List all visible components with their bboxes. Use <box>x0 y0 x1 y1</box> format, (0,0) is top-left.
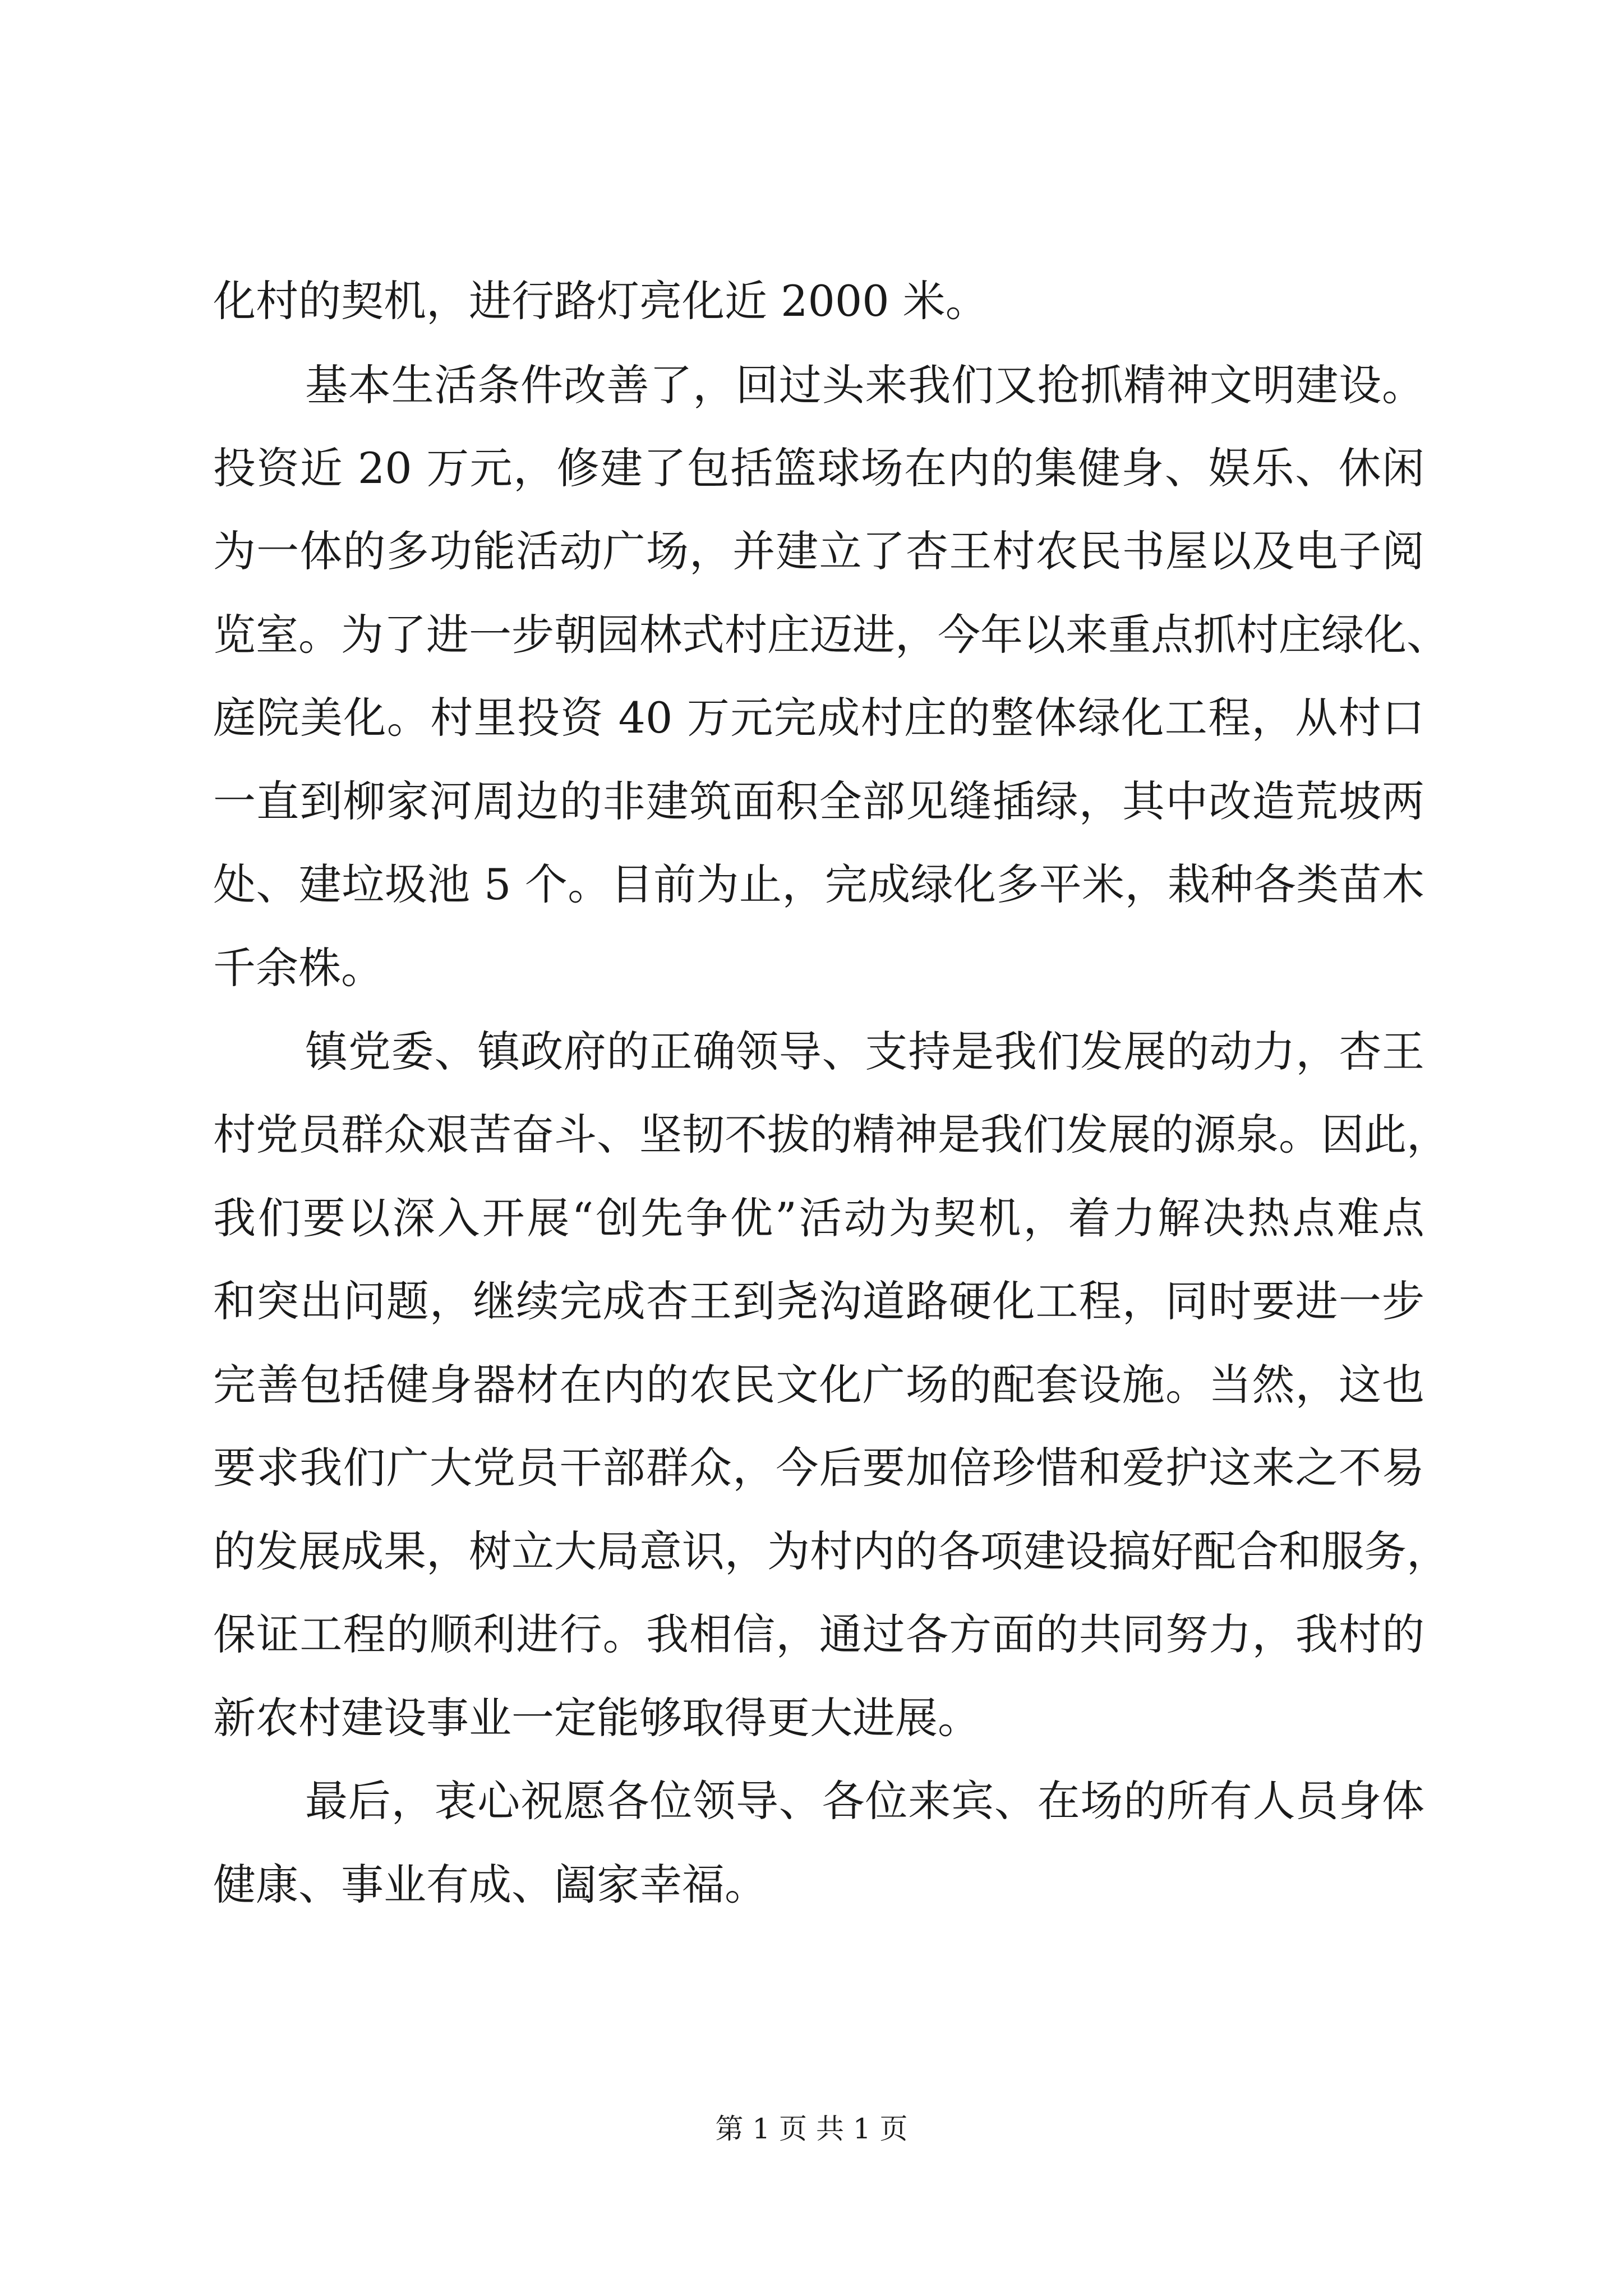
text-line: 镇党委、镇政府的正确领导、支持是我们发展的动力，杏王 <box>305 1027 1424 1076</box>
text-line: 最后，衷心祝愿各位领导、各位来宾、在场的所有人员身体 <box>305 1776 1424 1826</box>
text-line: 我们要以深入开展“创先争优”活动为契机，着力解决热点难点 <box>213 1193 1424 1243</box>
text-line: 要求我们广大党员干部群众，今后要加倍珍惜和爱护这来之不易 <box>213 1443 1424 1493</box>
text-line: 一直到柳家河周边的非建筑面积全部见缝插绿，其中改造荒坡两 <box>213 776 1424 826</box>
text-line: 的发展成果，树立大局意识，为村内的各项建设搞好配合和服务， <box>213 1526 1449 1576</box>
text-line: 千余株。 <box>213 943 384 993</box>
text-line: 健康、事业有成、阖家幸福。 <box>213 1860 767 1910</box>
page-footer: 第 1 页 共 1 页 <box>715 2113 908 2145</box>
text-line: 为一体的多功能活动广场，并建立了杏王村农民书屋以及电子阅 <box>213 526 1424 576</box>
text-line: 村党员群众艰苦奋斗、坚韧不拔的精神是我们发展的源泉。因此， <box>213 1110 1449 1159</box>
text-line: 庭院美化。村里投资 40 万元完成村庄的整体绿化工程，从村口 <box>213 693 1424 743</box>
text-line: 览室。为了进一步朝园林式村庄迈进，今年以来重点抓村庄绿化、 <box>213 610 1449 660</box>
text-line: 保证工程的顺利进行。我相信，通过各方面的共同努力，我村的 <box>213 1609 1424 1659</box>
text-line: 处、建垃圾池 5 个。目前为止，完成绿化多平米，栽种各类苗木 <box>213 859 1424 909</box>
text-line: 和突出问题，继续完成杏王到尧沟道路硬化工程，同时要进一步 <box>213 1276 1424 1326</box>
text-line: 化村的契机，进行路灯亮化近 2000 米。 <box>213 276 988 326</box>
text-line: 新农村建设事业一定能够取得更大进展。 <box>213 1693 980 1743</box>
text-line: 投资近 20 万元，修建了包括篮球场在内的集健身、娱乐、休闲 <box>213 443 1424 493</box>
text-line: 完善包括健身器材在内的农民文化广场的配套设施。当然，这也 <box>213 1360 1424 1410</box>
text-line: 基本生活条件改善了，回过头来我们又抢抓精神文明建设。 <box>305 360 1424 410</box>
